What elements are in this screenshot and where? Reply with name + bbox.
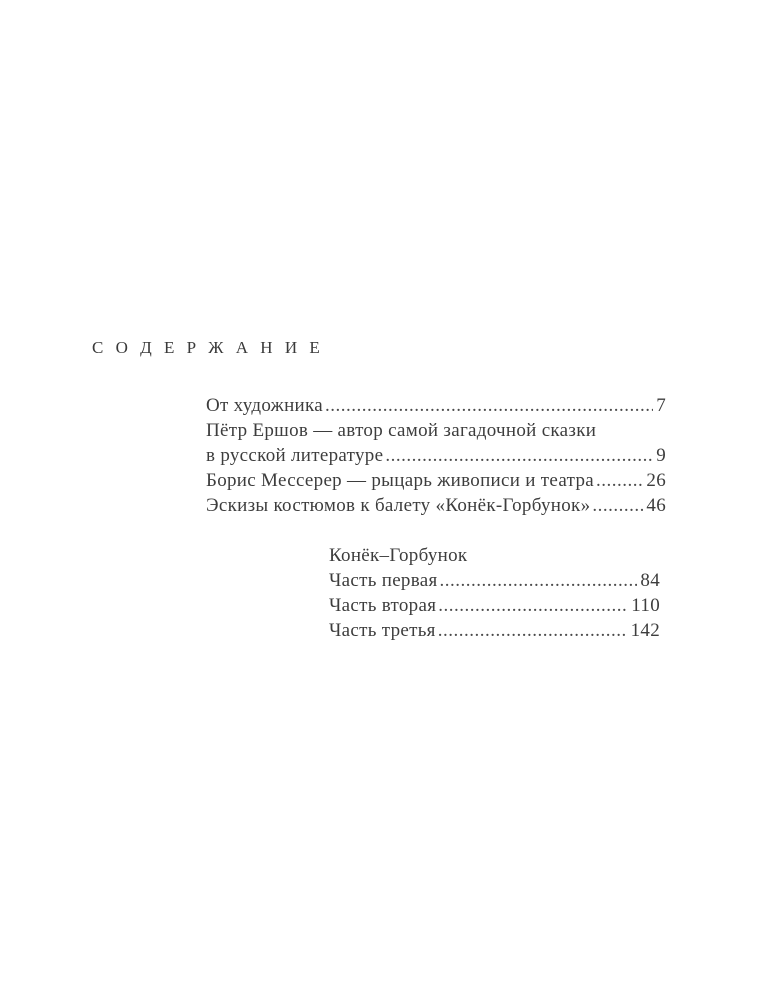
toc-entry <box>206 443 666 468</box>
toc-group-tale-parts <box>206 543 666 643</box>
toc-entry-label: в русской литературе <box>206 445 384 466</box>
toc-entry-page: 142 <box>630 620 660 641</box>
dot-leader <box>440 568 638 593</box>
dot-leader <box>438 593 628 618</box>
dot-leader <box>596 468 643 493</box>
toc-entry-label: Часть первая <box>329 570 438 591</box>
dot-leader <box>325 393 653 418</box>
toc-entry-page: 84 <box>640 570 660 591</box>
toc-entry <box>329 593 660 618</box>
toc-entry <box>206 393 666 418</box>
toc-entry <box>329 568 660 593</box>
toc-group-essays <box>206 393 666 518</box>
toc-entry-page: 9 <box>656 445 666 466</box>
toc-entry-page: 7 <box>656 395 666 416</box>
toc-entry-label: Часть вторая <box>329 595 437 616</box>
toc-section-header <box>329 543 660 568</box>
toc-entry-page: 46 <box>646 495 666 516</box>
toc-entry-label: Часть третья <box>329 620 436 641</box>
toc-entry-page: 110 <box>631 595 660 616</box>
toc-entry-label: Пётр Ершов — автор самой загадочной сказки <box>206 420 597 441</box>
group-separator <box>206 518 666 543</box>
dot-leader <box>385 443 653 468</box>
toc-entry-label: От художника <box>206 395 323 416</box>
toc-entry-page: 26 <box>646 470 666 491</box>
toc-entry <box>206 493 666 518</box>
toc-entry-label: Борис Мессерер — рыцарь живописи и театра <box>206 470 594 491</box>
dot-leader <box>438 618 628 643</box>
toc-entry <box>329 618 660 643</box>
table-of-contents <box>206 393 666 643</box>
dot-leader <box>592 493 643 518</box>
contents-title: С О Д Е Р Ж А Н И Е <box>92 338 324 357</box>
toc-entry-wrapped-line <box>206 418 666 443</box>
toc-entry-label: Эскизы костюмов к балету «Конёк-Горбунок» <box>206 495 591 516</box>
toc-section-header-label: Конёк–Горбунок <box>329 545 468 566</box>
toc-entry <box>206 468 666 493</box>
